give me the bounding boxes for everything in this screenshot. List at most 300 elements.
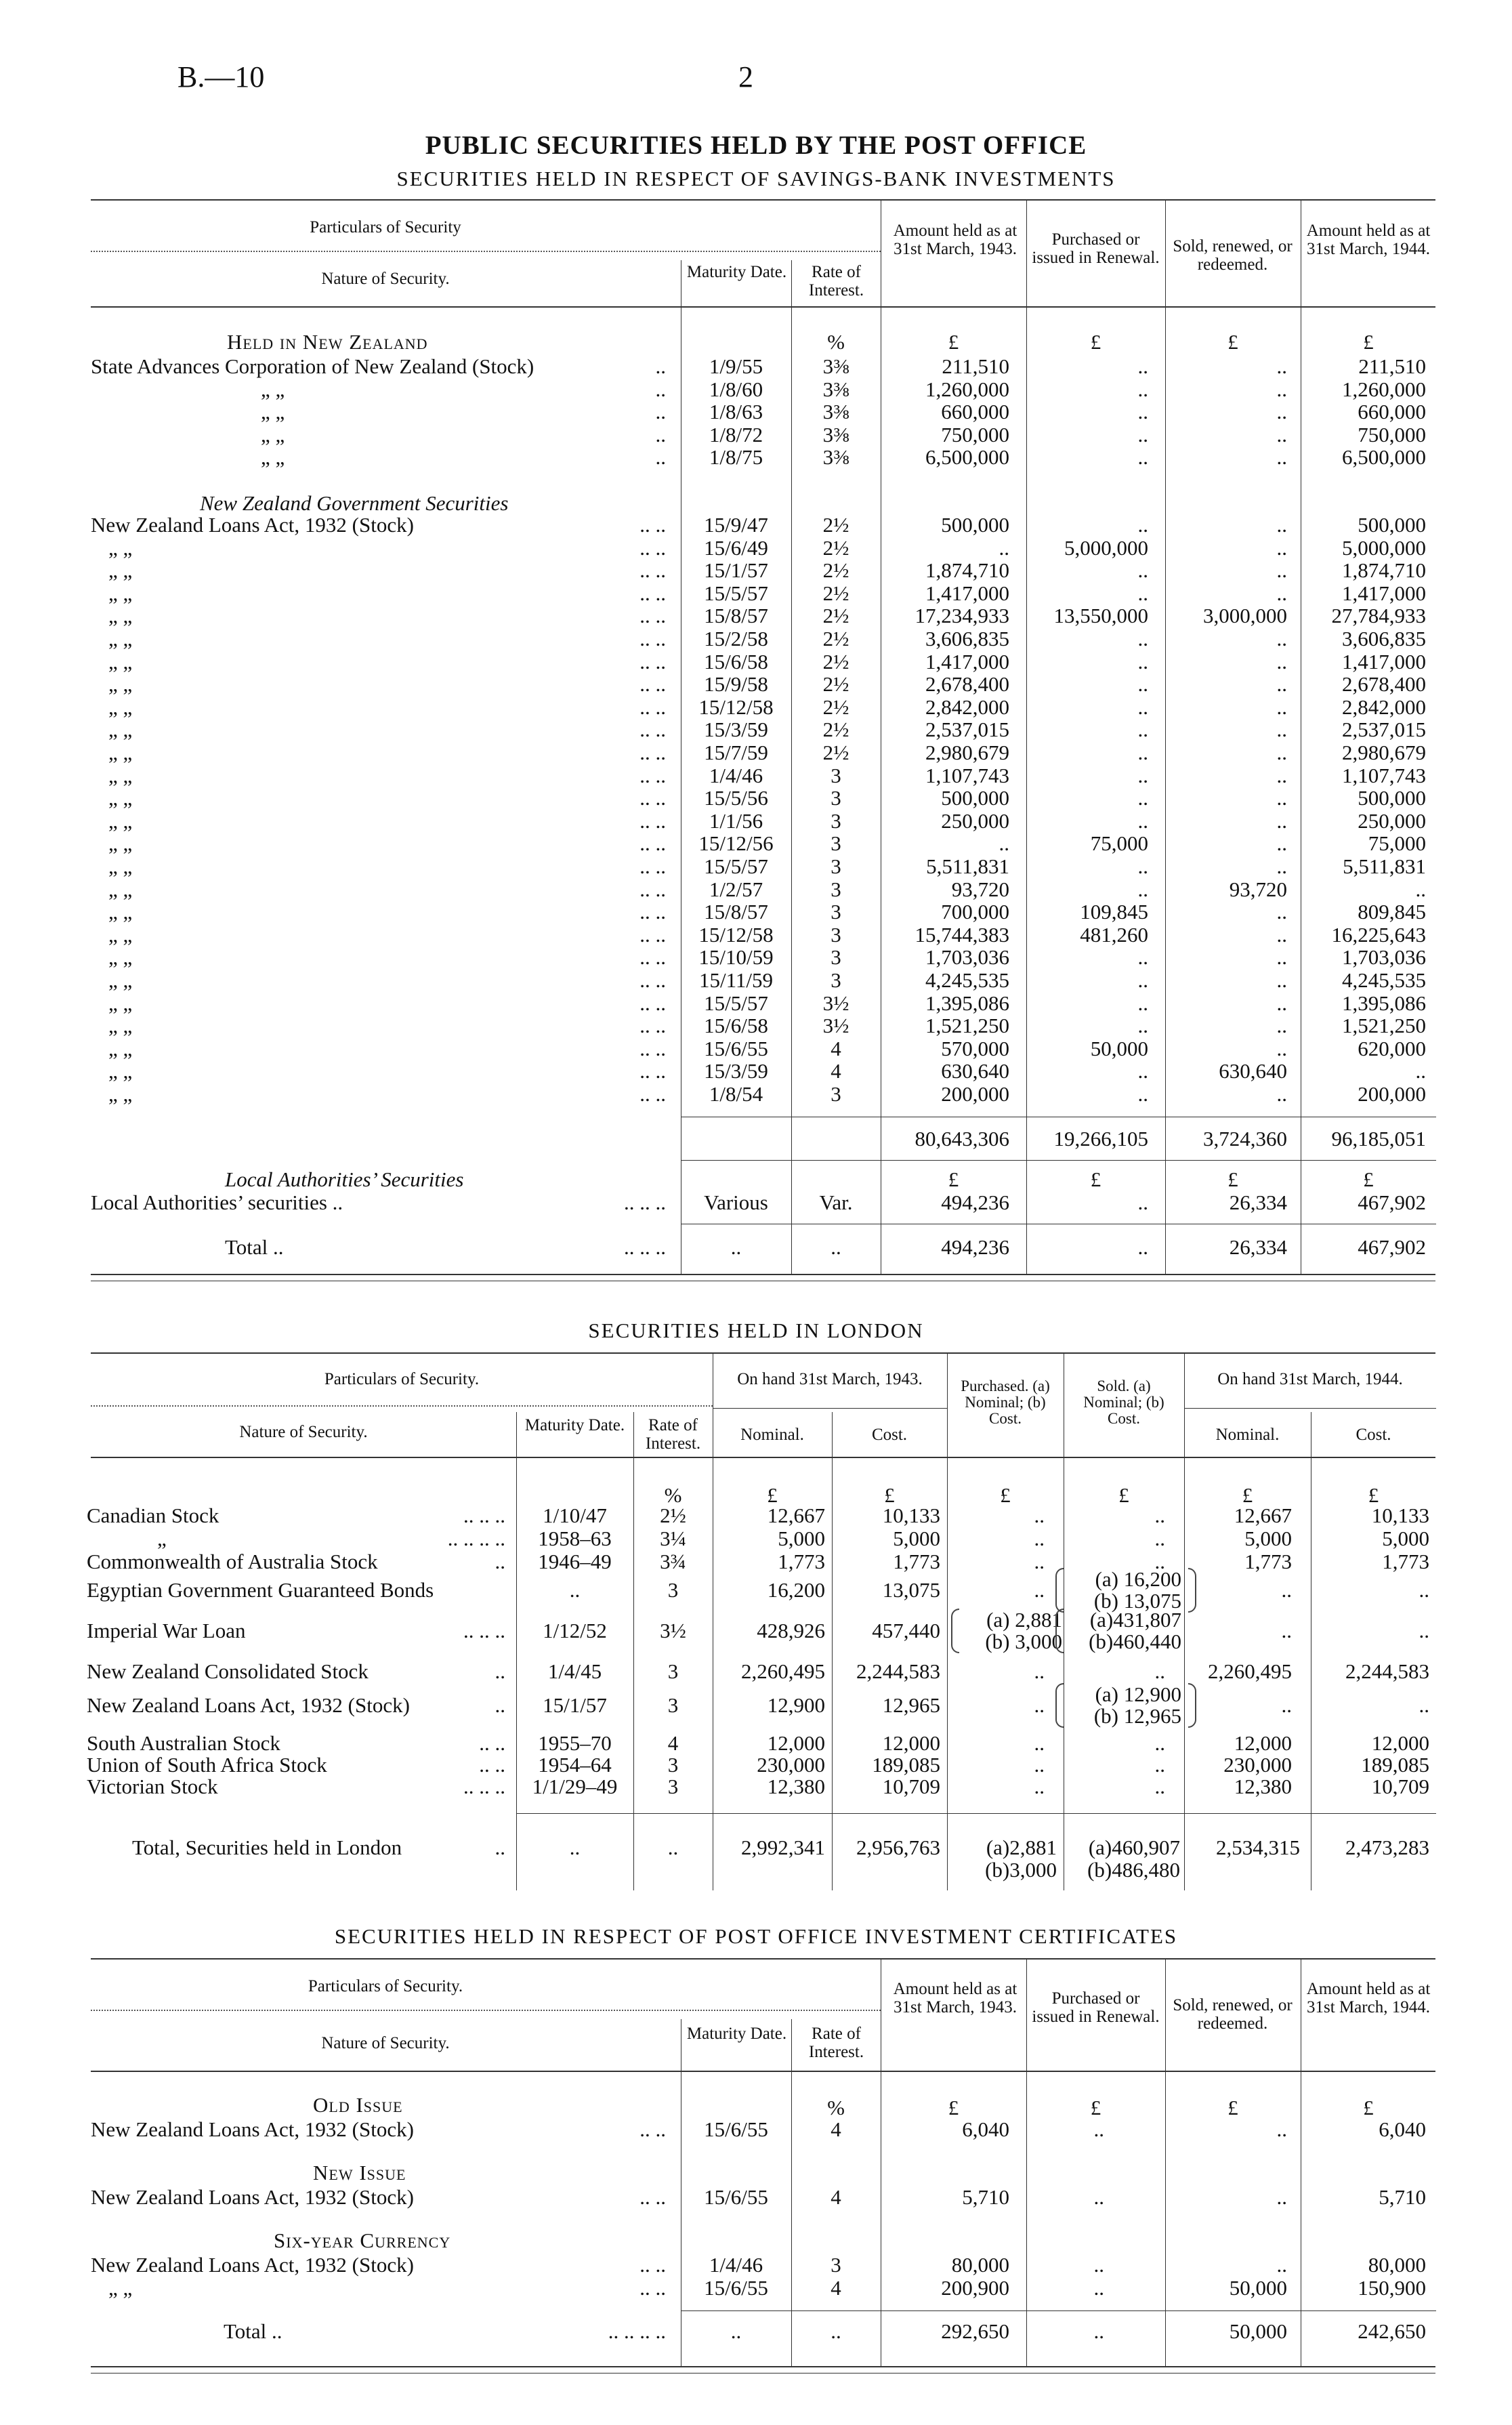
interest-rate: 2½ xyxy=(822,513,849,537)
interest-rate: 3¼ xyxy=(660,1527,686,1550)
amount-1943: 660,000 xyxy=(941,400,1009,424)
maturity-date: 15/3/59 xyxy=(704,718,768,742)
sold-amount: 630,640 xyxy=(1219,1059,1287,1083)
security-name: „ „ xyxy=(108,1014,133,1038)
interest-rate: 4 xyxy=(831,1059,841,1083)
sold-amount: .. xyxy=(1276,2185,1287,2209)
security-name: Commonwealth of Australia Stock xyxy=(87,1550,378,1573)
amount-1943: 15,744,383 xyxy=(915,922,1009,947)
total-label: Total .. xyxy=(224,2319,282,2343)
purchased-amount: .. xyxy=(1137,513,1148,537)
purchased-amount: .. xyxy=(1093,2185,1104,2209)
rule xyxy=(91,2373,1435,2374)
leader-dots: .. xyxy=(495,1836,505,1859)
header-rate: Rate of Interest. xyxy=(808,2025,864,2061)
leader-dots: .. .. xyxy=(639,695,666,719)
security-name: Egyptian Government Guaranteed Bonds xyxy=(87,1578,434,1602)
nominal-1944: .. xyxy=(1281,1619,1292,1642)
leader-dots: .. xyxy=(495,1659,505,1683)
maturity-date: 1955–70 xyxy=(538,1731,612,1755)
column-rule xyxy=(516,1412,517,1457)
cost-1944: 12,000 xyxy=(1371,1731,1429,1755)
purchased-amount: .. xyxy=(1093,2117,1104,2141)
amount-1944: 4,245,535 xyxy=(1342,968,1426,992)
rule xyxy=(91,1352,1435,1354)
column-rule xyxy=(1026,1960,1027,2071)
amount-1944: 1,521,250 xyxy=(1342,1014,1426,1038)
leader-dots: .. .. .. .. xyxy=(608,2319,666,2343)
sold-cost: (b) 12,965 xyxy=(1093,1704,1181,1728)
section-subtitle: SECURITIES HELD IN RESPECT OF POST OFFICE INVESTMENT CERTIFICATES xyxy=(334,1924,1178,1948)
cost-1943: 10,133 xyxy=(882,1504,940,1527)
sold-nominal: (a) 16,200 xyxy=(1095,1567,1181,1591)
purchased-value: .. xyxy=(1034,1693,1045,1717)
sold-value: .. xyxy=(1154,1775,1165,1798)
amount-1944: 1,417,000 xyxy=(1342,649,1426,673)
cost-1944: .. xyxy=(1419,1578,1429,1602)
nominal-1943: 12,667 xyxy=(767,1504,825,1527)
rule xyxy=(91,1274,1435,1275)
leader-dots: .. xyxy=(655,445,666,470)
interest-rate: 4 xyxy=(831,1036,841,1060)
nominal-1943: 12,380 xyxy=(767,1775,825,1798)
leader-dots: .. .. xyxy=(479,1731,505,1755)
header-cost-1943: Cost. xyxy=(871,1426,908,1444)
header-sold: Sold. (a) Nominal; (b) Cost. xyxy=(1083,1377,1164,1427)
nominal-1944: .. xyxy=(1281,1578,1292,1602)
unit-pound: £ xyxy=(1090,1167,1101,1191)
group-heading: Held in New Zealand xyxy=(227,330,428,354)
purchased-amount: .. xyxy=(1137,877,1148,901)
purchased-value: .. xyxy=(1034,1659,1045,1683)
cost-1943: 189,085 xyxy=(872,1753,940,1777)
leader-dots: .. xyxy=(495,1693,505,1717)
leader-dots: .. .. xyxy=(639,581,666,605)
amount-1944: 500,000 xyxy=(1358,513,1426,537)
page-number: 2 xyxy=(738,60,753,94)
nominal-1944: 12,380 xyxy=(1234,1775,1292,1798)
security-name: „ „ xyxy=(108,1082,133,1106)
cost-1943: 2,244,583 xyxy=(856,1659,940,1683)
rule xyxy=(91,2366,1435,2367)
leader-dots: .. .. xyxy=(639,672,666,697)
interest-rate: 3⅜ xyxy=(822,377,849,401)
maturity-date: 15/2/58 xyxy=(704,627,768,650)
security-name: „ „ xyxy=(261,400,285,424)
sold-amount: .. xyxy=(1276,991,1287,1015)
leader-dots: .. .. .. xyxy=(463,1619,505,1642)
purchased-value: .. xyxy=(1034,1731,1045,1755)
purchased-amount: .. xyxy=(1137,741,1148,764)
purchased-value: .. xyxy=(1034,1753,1045,1777)
leader-dots: .. .. xyxy=(639,558,666,583)
amount-1943: 500,000 xyxy=(941,513,1009,537)
sold-amount: .. xyxy=(1276,400,1287,424)
amount-1943: 2,678,400 xyxy=(925,672,1009,697)
rule xyxy=(91,2071,1435,2072)
interest-rate: 3 xyxy=(831,968,841,992)
amount-1944: 500,000 xyxy=(1358,786,1426,810)
security-name: „ „ xyxy=(108,2276,133,2300)
maturity-date: 1/2/57 xyxy=(709,877,763,901)
unit-percent: % xyxy=(827,2096,845,2119)
purchased-amount: 5,000,000 xyxy=(1064,535,1148,560)
header-particulars: Particulars of Security. xyxy=(308,1977,463,1995)
cost-1944: 2,244,583 xyxy=(1345,1659,1429,1683)
amount-1944: 1,395,086 xyxy=(1342,991,1426,1015)
total-nominal-1944: 2,534,315 xyxy=(1216,1836,1300,1859)
leader-dots: .. .. .. .. xyxy=(447,1527,505,1550)
maturity-date: 15/1/57 xyxy=(543,1693,607,1717)
amount-1944: 16,225,643 xyxy=(1331,922,1426,947)
interest-rate: 3 xyxy=(831,945,841,970)
amount-1944: .. xyxy=(1415,1059,1426,1083)
cost-1944: 5,000 xyxy=(1382,1527,1429,1550)
purchased-amount: .. xyxy=(1137,558,1148,583)
nominal-1943: 5,000 xyxy=(778,1527,825,1550)
interest-rate: 2½ xyxy=(822,535,849,560)
header-purchased: Purchased or issued in Renewal. xyxy=(1032,230,1160,267)
amount-1943: 630,640 xyxy=(941,1059,1009,1083)
security-name: „ „ xyxy=(108,1036,133,1060)
page-header: B.—10 xyxy=(177,60,265,94)
unit-pound: £ xyxy=(1118,1483,1129,1507)
cost-1944: 1,773 xyxy=(1382,1550,1429,1573)
maturity-date: .. xyxy=(569,1836,581,1859)
total-sold-cost: (b)486,480 xyxy=(1087,1858,1180,1882)
amount-1944: 2,678,400 xyxy=(1342,672,1426,697)
security-name: „ „ xyxy=(261,445,285,470)
interest-rate: 3½ xyxy=(822,991,849,1015)
sold-amount: .. xyxy=(1276,649,1287,673)
interest-rate: 2½ xyxy=(660,1504,686,1527)
interest-rate: 2½ xyxy=(822,604,849,628)
rule xyxy=(91,1457,1435,1458)
maturity-date: 15/8/57 xyxy=(704,900,768,924)
maturity-date: 15/9/47 xyxy=(704,513,768,537)
unit-pound: £ xyxy=(1090,2096,1101,2119)
maturity-date: 1/1/56 xyxy=(709,808,763,833)
leader-dots: .. .. .. xyxy=(463,1504,505,1527)
sold-amount: .. xyxy=(1276,922,1287,947)
leader-dots: .. .. xyxy=(639,854,666,878)
interest-rate: 3 xyxy=(831,922,841,947)
header-purchased: Purchased or issued in Renewal. xyxy=(1032,1989,1160,2026)
security-name: „ „ xyxy=(108,900,133,924)
interest-rate: 2½ xyxy=(822,695,849,719)
rule xyxy=(681,2310,1436,2311)
page-title: PUBLIC SECURITIES HELD BY THE POST OFFICE xyxy=(425,131,1087,160)
security-name: „ „ xyxy=(108,991,133,1015)
unit-pound: £ xyxy=(1242,1483,1253,1507)
amount-1943: 93,720 xyxy=(951,877,1009,901)
maturity-date: 1/1/29–49 xyxy=(532,1775,618,1798)
column-rule xyxy=(1165,201,1166,306)
brace xyxy=(1055,1568,1064,1613)
amount-1943: 2,980,679 xyxy=(925,741,1009,764)
maturity-date: 15/5/57 xyxy=(704,991,768,1015)
security-name: „ „ xyxy=(108,831,133,856)
rule xyxy=(516,1813,1436,1814)
section-subtitle: SECURITIES HELD IN LONDON xyxy=(588,1319,924,1342)
maturity-date: 15/10/59 xyxy=(698,945,774,970)
sold-amount: .. xyxy=(1276,377,1287,401)
leader-dots: .. .. xyxy=(639,2117,666,2141)
security-name: „ „ xyxy=(108,786,133,810)
purchased-amount: .. xyxy=(1137,786,1148,810)
amount-1943: 500,000 xyxy=(941,786,1009,810)
amount-1943: 6,500,000 xyxy=(925,445,1009,470)
sold-amount: .. xyxy=(1276,741,1287,764)
column-rule xyxy=(832,1412,833,1457)
security-name: „ „ xyxy=(108,854,133,878)
amount-1943: 1,703,036 xyxy=(925,945,1009,970)
security-name: „ „ xyxy=(108,1059,133,1083)
amount-1944: 2,537,015 xyxy=(1342,718,1426,742)
total-1943: 494,236 xyxy=(941,1235,1009,1259)
security-name: „ „ xyxy=(108,718,133,742)
interest-rate: 3⅜ xyxy=(822,422,849,447)
nominal-1943: 428,926 xyxy=(757,1619,825,1642)
amount-1944: 5,000,000 xyxy=(1342,535,1426,560)
maturity-date: 15/5/56 xyxy=(704,786,768,810)
sold-amount: .. xyxy=(1276,354,1287,378)
maturity-date: 15/12/56 xyxy=(698,831,774,856)
amount-1944: 620,000 xyxy=(1358,1036,1426,1060)
amount-1943: 1,521,250 xyxy=(925,1014,1009,1038)
interest-rate: 3 xyxy=(667,1578,679,1602)
interest-rate: 3 xyxy=(831,831,841,856)
interest-rate: 3 xyxy=(831,877,841,901)
purchased-value: .. xyxy=(1034,1527,1045,1550)
maturity-date: .. xyxy=(569,1578,581,1602)
maturity-date: 15/11/59 xyxy=(698,968,774,992)
sold-amount: .. xyxy=(1276,968,1287,992)
sold-cost: (b) 13,075 xyxy=(1093,1589,1181,1613)
interest-rate: 3½ xyxy=(822,1014,849,1038)
maturity-date: 1/8/72 xyxy=(709,422,763,447)
subtotal-sold: 3,724,360 xyxy=(1203,1127,1287,1151)
purchased-amount: .. xyxy=(1137,354,1148,378)
cost-1944: .. xyxy=(1419,1619,1429,1642)
maturity-date: .. xyxy=(730,2319,742,2343)
amount-1944: 1,260,000 xyxy=(1342,377,1426,401)
unit-pound: £ xyxy=(1227,330,1238,354)
amount-1943: 4,245,535 xyxy=(925,968,1009,992)
sold-amount: .. xyxy=(1276,808,1287,833)
security-name: Canadian Stock xyxy=(87,1504,219,1527)
unit-pound: £ xyxy=(948,1167,959,1191)
leader-dots: .. .. xyxy=(639,763,666,787)
column-rule xyxy=(1165,1960,1166,2071)
sold-amount: .. xyxy=(1276,2253,1287,2277)
total-1944: 242,650 xyxy=(1358,2319,1426,2343)
sold-amount: .. xyxy=(1276,1014,1287,1038)
amount-1943: 2,537,015 xyxy=(925,718,1009,742)
leader-dots: .. .. xyxy=(639,1082,666,1106)
maturity-date: 15/6/55 xyxy=(704,2276,768,2300)
security-name: „ „ xyxy=(108,581,133,605)
leader-dots: .. .. xyxy=(639,1014,666,1038)
leader-dots: .. xyxy=(655,422,666,447)
maturity-date: 1/8/63 xyxy=(709,400,763,424)
total-label: Total, Securities held in London xyxy=(132,1836,402,1859)
purchased-value: .. xyxy=(1034,1578,1045,1602)
security-name: Imperial War Loan xyxy=(87,1619,246,1642)
unit-pound: £ xyxy=(1227,1167,1238,1191)
interest-rate: 3⅜ xyxy=(822,354,849,378)
security-name: „ „ xyxy=(108,695,133,719)
security-name: „ „ xyxy=(108,877,133,901)
nominal-1943: 16,200 xyxy=(767,1578,825,1602)
header-rate: Rate of Interest. xyxy=(808,263,864,299)
sold-amount: .. xyxy=(1276,513,1287,537)
leader-dots: .. xyxy=(655,377,666,401)
sold-amount: .. xyxy=(1276,1036,1287,1060)
total-sold: 26,334 xyxy=(1229,1235,1287,1259)
cost-1943: 457,440 xyxy=(872,1619,940,1642)
sold-amount: .. xyxy=(1276,695,1287,719)
brace xyxy=(951,1609,959,1653)
header-onhand-1943: On hand 31st March, 1943. xyxy=(737,1370,923,1388)
nominal-1944: 5,000 xyxy=(1244,1527,1292,1550)
leader-dots: .. .. xyxy=(639,900,666,924)
sold-amount: .. xyxy=(1276,718,1287,742)
amount-1944: 1,874,710 xyxy=(1342,558,1426,583)
security-name: Union of South Africa Stock xyxy=(87,1753,327,1777)
interest-rate: 3 xyxy=(667,1693,679,1717)
purchased-amount: .. xyxy=(1137,649,1148,673)
sold-value: .. xyxy=(1154,1731,1165,1755)
header-nature: Nature of Security. xyxy=(321,2034,450,2052)
amount-1944: 2,980,679 xyxy=(1342,741,1426,764)
interest-rate: 2½ xyxy=(822,718,849,742)
leader-dots: .. .. xyxy=(639,1059,666,1083)
header-maturity: Maturity Date. xyxy=(686,263,787,281)
sold-amount: .. xyxy=(1276,558,1287,583)
nominal-1944: 2,260,495 xyxy=(1208,1659,1292,1683)
total-1943: 292,650 xyxy=(941,2319,1009,2343)
purchased-value: .. xyxy=(1034,1775,1045,1798)
interest-rate: 3 xyxy=(831,900,841,924)
security-name: „ „ xyxy=(261,422,285,447)
maturity-date: 1/10/47 xyxy=(543,1504,607,1527)
interest-rate: 3 xyxy=(667,1659,679,1683)
amount-1944: 5,511,831 xyxy=(1343,854,1426,878)
maturity-date: 1954–64 xyxy=(538,1753,612,1777)
sold-amount: .. xyxy=(1276,445,1287,470)
maturity-date: .. xyxy=(730,1235,742,1259)
purchased-amount: 109,845 xyxy=(1080,900,1148,924)
leader-dots: .. .. xyxy=(639,649,666,673)
purchased-nominal: (a) 2,881 xyxy=(986,1608,1062,1632)
unit-pound: £ xyxy=(1363,1167,1374,1191)
unit-percent: % xyxy=(664,1483,682,1507)
sold-value: .. xyxy=(1154,1527,1165,1550)
interest-rate: 3 xyxy=(667,1753,679,1777)
interest-rate: 4 xyxy=(667,1731,679,1755)
sold-amount: .. xyxy=(1276,535,1287,560)
rule xyxy=(1184,1408,1436,1409)
column-rule xyxy=(791,2019,792,2071)
maturity-date: 1/8/75 xyxy=(709,445,763,470)
leader-dots: .. xyxy=(655,354,666,378)
amount-1944: .. xyxy=(1415,877,1426,901)
purchased-amount: .. xyxy=(1137,718,1148,742)
brace xyxy=(1055,1683,1064,1728)
nominal-1943: 2,260,495 xyxy=(741,1659,825,1683)
purchased-amount: .. xyxy=(1137,1082,1148,1106)
maturity-date: 15/5/57 xyxy=(704,581,768,605)
sold-value: .. xyxy=(1154,1550,1165,1573)
total-1944: 467,902 xyxy=(1358,1235,1426,1259)
amount-1943: 5,511,831 xyxy=(926,854,1009,878)
header-sold: Sold, renewed, or redeemed. xyxy=(1173,237,1293,274)
maturity-date: 15/9/58 xyxy=(704,672,768,697)
amount-1943: 1,107,743 xyxy=(925,763,1009,787)
sold-amount: .. xyxy=(1276,786,1287,810)
header-nature: Nature of Security. xyxy=(321,270,450,288)
security-name: „ „ xyxy=(108,741,133,764)
header-rate: Rate of Interest. xyxy=(645,1416,701,1453)
purchased-amount: .. xyxy=(1137,1014,1148,1038)
amount-1943: 200,900 xyxy=(941,2276,1009,2300)
amount-1943: 80,000 xyxy=(951,2253,1009,2277)
maturity-date: 1946–49 xyxy=(538,1550,612,1573)
leader-dots: .. xyxy=(495,1550,505,1573)
security-name: South Australian Stock xyxy=(87,1731,280,1755)
interest-rate: .. xyxy=(667,1836,679,1859)
interest-rate: 2½ xyxy=(822,558,849,583)
column-rule xyxy=(791,260,792,306)
security-name: „ „ xyxy=(108,808,133,833)
amount-1944: 6,040 xyxy=(1379,2117,1426,2141)
maturity-date: 15/8/57 xyxy=(704,604,768,628)
rule xyxy=(91,251,881,252)
amount-1944: 5,710 xyxy=(1379,2185,1426,2209)
purchased-amount: .. xyxy=(1137,991,1148,1015)
cost-1943: 10,709 xyxy=(882,1775,940,1798)
group-heading: Local Authorities’ Securities xyxy=(225,1167,464,1191)
leader-dots: .. .. xyxy=(639,741,666,764)
rule xyxy=(91,1405,713,1407)
interest-rate: 3¾ xyxy=(660,1550,686,1573)
security-name: New Zealand Loans Act, 1932 (Stock) xyxy=(91,2253,414,2277)
rule xyxy=(91,2010,881,2011)
interest-rate: 3 xyxy=(831,1082,841,1106)
sold-amount: .. xyxy=(1276,581,1287,605)
header-particulars: Particulars of Security xyxy=(310,218,461,236)
purchased-amount: .. xyxy=(1137,808,1148,833)
leader-dots: .. .. xyxy=(639,2276,666,2300)
sold-amount: .. xyxy=(1276,672,1287,697)
amount-1944: 660,000 xyxy=(1358,400,1426,424)
amount-1944: 75,000 xyxy=(1368,831,1426,856)
header-purchased: Purchased. (a) Nominal; (b) Cost. xyxy=(961,1377,1050,1427)
cost-1944: 10,133 xyxy=(1371,1504,1429,1527)
purchased-value: .. xyxy=(1034,1504,1045,1527)
maturity-date: 15/5/57 xyxy=(704,854,768,878)
nominal-1943: 230,000 xyxy=(757,1753,825,1777)
leader-dots: .. .. xyxy=(639,991,666,1015)
leader-dots: .. .. xyxy=(479,1753,505,1777)
brace xyxy=(1055,1609,1064,1653)
purchased-amount: .. xyxy=(1137,672,1148,697)
sold-amount: .. xyxy=(1276,2117,1287,2141)
total-purchased-nominal: (a)2,881 xyxy=(986,1836,1057,1859)
header-particulars: Particulars of Security. xyxy=(324,1370,480,1388)
unit-pound: £ xyxy=(1363,330,1374,354)
